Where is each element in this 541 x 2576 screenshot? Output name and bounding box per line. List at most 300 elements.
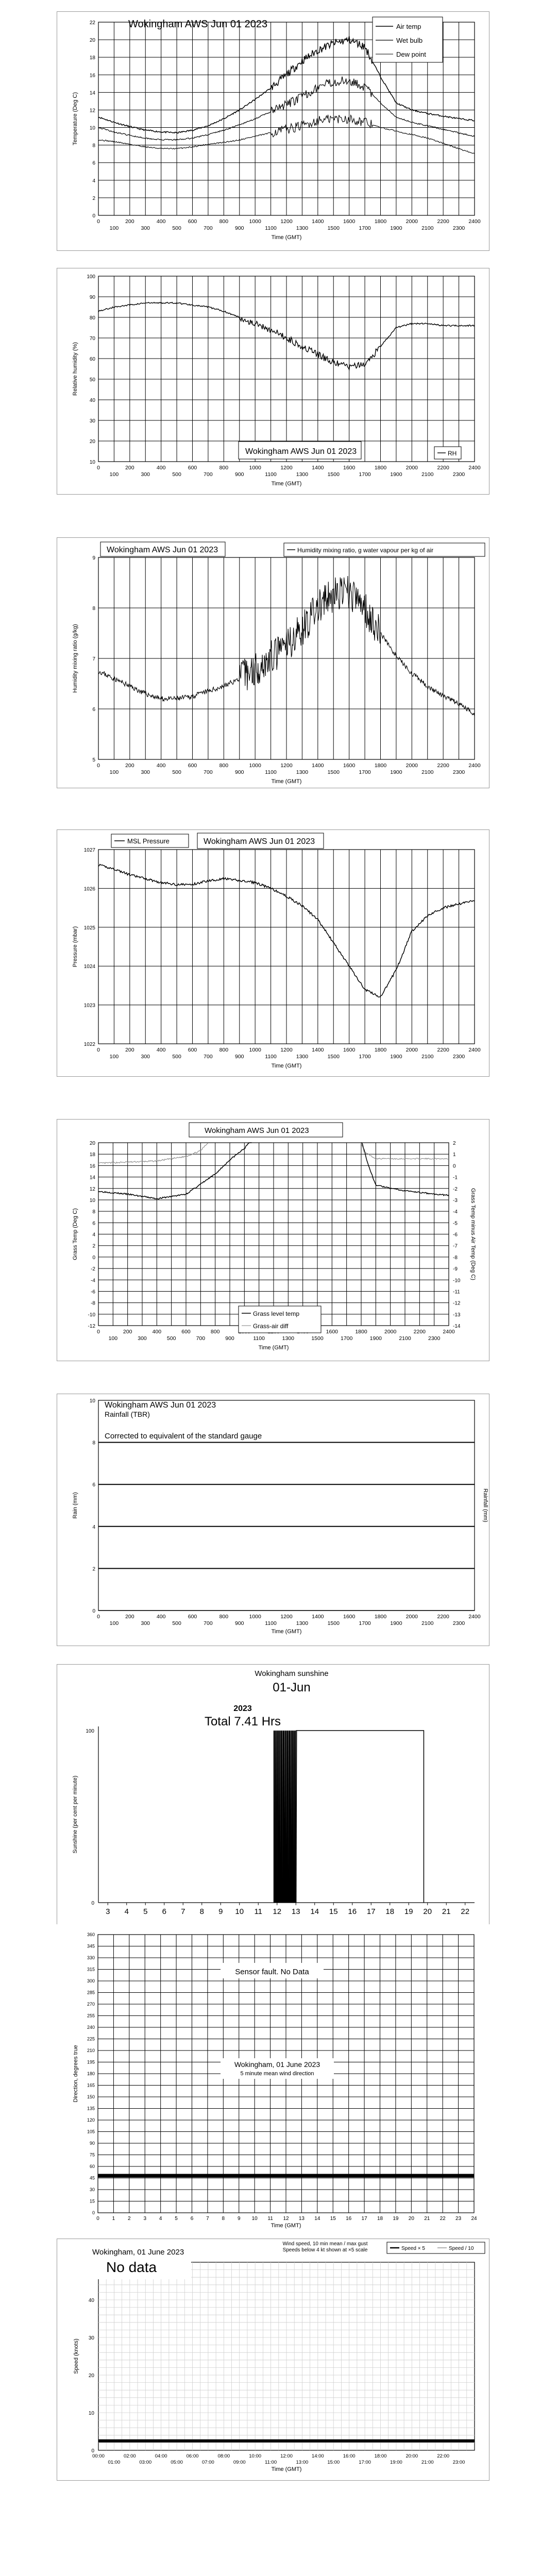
chart-rainfall-annotation: Corrected to equivalent of the standard gauge (105, 1432, 262, 1440)
y-axis-label: Pressure (mbar) (72, 926, 78, 968)
x-tick-label: 18 (377, 2216, 383, 2222)
x-tick-label: 1600 (343, 218, 356, 225)
x-tick-label: 1700 (340, 1335, 353, 1342)
y-tick-label: 40 (88, 2298, 94, 2303)
chart-wind-direction-annotation: Sensor fault. No Data (235, 1968, 309, 1976)
x-tick-label: 900 (234, 1620, 244, 1626)
y-right-tick-label: -5 (453, 1221, 458, 1227)
x-tick-label: 600 (188, 465, 197, 471)
x-tick-label: 400 (156, 1614, 166, 1620)
x-tick-label: 1500 (327, 471, 340, 478)
x-tick-label: 100 (109, 1054, 119, 1060)
x-tick-label: 6 (162, 1907, 166, 1916)
y-right-tick-label: -1 (453, 1175, 458, 1181)
x-tick-label: 200 (125, 1614, 134, 1620)
x-tick-label: 0 (97, 1614, 100, 1620)
x-tick-label: 1300 (296, 1054, 309, 1060)
y-tick-label: 20 (89, 38, 95, 44)
chart-wind-direction-svg (57, 1924, 488, 2232)
x-tick-label: 200 (125, 465, 134, 471)
x-tick-label: 2400 (468, 1614, 481, 1620)
x-tick-label: 03:00 (139, 2460, 152, 2465)
x-tick-label: 800 (219, 465, 229, 471)
y-tick-label: 20 (89, 439, 95, 445)
x-tick-label: 100 (109, 1620, 119, 1626)
y-axis-label: Direction, degrees true (73, 2045, 79, 2103)
y-tick-label: 14 (89, 90, 95, 96)
chart-sunshine-svg (57, 1665, 489, 1929)
y-tick-label: 10 (89, 125, 95, 131)
x-tick-label: 1200 (280, 1047, 293, 1053)
y-tick-label: 195 (87, 2059, 95, 2065)
y-tick-label: 20 (88, 2373, 94, 2379)
y-tick-label: 40 (89, 398, 95, 403)
chart-sunshine-total: Total 7.41 Hrs (204, 1715, 281, 1728)
y-tick-label: 10 (89, 1398, 95, 1404)
x-tick-label: 1300 (296, 225, 309, 231)
x-tick-label: 800 (210, 1329, 220, 1335)
y-tick-label: 22 (89, 20, 95, 26)
x-tick-label: 8 (222, 2216, 225, 2222)
x-axis-label: Time (GMT) (271, 1629, 302, 1635)
x-tick-label: 1900 (390, 1054, 402, 1060)
y-tick-label: 225 (87, 2036, 95, 2042)
y-tick-label: 5 (92, 757, 95, 763)
x-tick-label: 10:00 (249, 2453, 262, 2459)
x-tick-label: 20 (423, 1907, 432, 1916)
x-tick-label: 2100 (421, 1054, 434, 1060)
y-tick-label: 1024 (83, 964, 95, 970)
chart-wind-speed-note-2: Speeds below 4 kt shown at ×5 scale (282, 2247, 368, 2253)
y-tick-label: -10 (88, 1312, 95, 1318)
x-tick-label: 18:00 (374, 2453, 387, 2459)
legend-rh: RH (448, 450, 457, 457)
y-tick-label: 2 (92, 1566, 95, 1572)
x-tick-label: 19 (404, 1907, 413, 1916)
y-tick-label: 4 (92, 1232, 95, 1238)
x-tick-label: 1100 (265, 471, 277, 478)
x-tick-label: 05:00 (171, 2460, 183, 2465)
x-tick-label: 0 (97, 762, 100, 769)
x-tick-label: 19:00 (390, 2460, 402, 2465)
x-tick-label: 2200 (413, 1329, 426, 1335)
x-tick-label: 200 (123, 1329, 132, 1335)
y-tick-label: -6 (91, 1289, 95, 1295)
x-tick-label: 20:00 (405, 2453, 418, 2459)
x-tick-label: 200 (125, 762, 134, 769)
y-tick-label: 0 (92, 213, 95, 219)
x-tick-label: 06:00 (186, 2453, 199, 2459)
x-tick-label: 700 (204, 225, 213, 231)
x-tick-label: 24 (471, 2216, 477, 2222)
y-tick-label: 18 (89, 55, 95, 61)
x-tick-label: 2400 (468, 218, 481, 225)
x-tick-label: 8 (199, 1907, 204, 1916)
x-tick-label: 14:00 (311, 2453, 324, 2459)
x-tick-label: 11 (267, 2216, 273, 2222)
y-tick-label: 8 (92, 1440, 95, 1446)
y-tick-label: 20 (89, 1141, 95, 1146)
x-tick-label: 1400 (312, 465, 324, 471)
y-tick-label: 6 (92, 1221, 95, 1227)
y-axis-label: Temperature (Deg C) (72, 92, 78, 146)
x-tick-label: 200 (125, 218, 134, 225)
y-tick-label: 105 (87, 2129, 95, 2134)
y-tick-label: 285 (87, 1990, 95, 1995)
chart-wind-speed-annotation: No data (106, 2259, 157, 2275)
x-tick-label: 3 (106, 1907, 110, 1916)
x-tick-label: 1800 (374, 218, 387, 225)
x-tick-label: 21 (424, 2216, 430, 2222)
x-tick-label: 1900 (369, 1335, 382, 1342)
x-tick-label: 700 (204, 471, 213, 478)
y-tick-label: 300 (87, 1978, 95, 1984)
x-tick-label: 2100 (421, 471, 434, 478)
y-tick-label: 0 (91, 2448, 94, 2454)
x-tick-label: 0 (97, 218, 100, 225)
x-tick-label: 2300 (452, 769, 465, 775)
x-axis-label: Time (GMT) (271, 2466, 302, 2472)
x-tick-label: 2 (128, 2216, 131, 2222)
x-tick-label: 2200 (437, 762, 449, 769)
x-tick-label: 1600 (343, 1047, 356, 1053)
x-tick-label: 7 (181, 1907, 185, 1916)
x-tick-label: 2300 (452, 1054, 465, 1060)
y-tick-label: 270 (87, 2002, 95, 2007)
x-tick-label: 1600 (343, 465, 356, 471)
y-right-tick-label: -14 (453, 1324, 461, 1329)
x-tick-label: 12 (283, 2216, 289, 2222)
x-tick-label: 13 (291, 1907, 300, 1916)
x-tick-label: 400 (156, 465, 166, 471)
y-tick-label: 100 (86, 1728, 94, 1734)
y-tick-label: 150 (87, 2094, 95, 2099)
x-tick-label: 300 (141, 225, 150, 231)
x-tick-label: 1600 (343, 762, 356, 769)
x-tick-label: 500 (172, 225, 181, 231)
y-right-tick-label: -3 (453, 1197, 458, 1204)
x-tick-label: 16 (348, 1907, 357, 1916)
y-tick-label: 8 (92, 1209, 95, 1215)
y-axis-label: Rain (mm) (72, 1492, 78, 1519)
y-tick-label: 345 (87, 1943, 95, 1949)
x-tick-label: 0 (97, 1047, 100, 1053)
y-tick-label: -12 (88, 1324, 95, 1329)
x-tick-label: 2200 (437, 218, 449, 225)
x-tick-label: 100 (108, 1335, 118, 1342)
chart-grass-svg (57, 1120, 489, 1361)
x-tick-label: 13:00 (296, 2460, 309, 2465)
x-tick-label: 400 (156, 1047, 166, 1053)
x-tick-label: 23:00 (452, 2460, 465, 2465)
y-right-tick-label: -4 (453, 1209, 458, 1215)
x-tick-label: 800 (219, 1047, 229, 1053)
x-tick-label: 1100 (265, 225, 277, 231)
x-tick-label: 17 (366, 1907, 376, 1916)
x-tick-label: 500 (166, 1335, 176, 1342)
x-tick-label: 5 (143, 1907, 148, 1916)
x-tick-label: 01:00 (108, 2460, 121, 2465)
x-tick-label: 22 (439, 2216, 446, 2222)
x-tick-label: 600 (188, 1614, 197, 1620)
chart-wind-direction-subtitle: 5 minute mean wind direction (240, 2071, 314, 2077)
x-tick-label: 16:00 (343, 2453, 356, 2459)
x-tick-label: 1800 (374, 762, 387, 769)
y-axis-label: Sunshine (per cent per minute) (72, 1775, 78, 1854)
x-tick-label: 900 (225, 1335, 234, 1342)
y-tick-label: 135 (87, 2106, 95, 2111)
chart-rainfall-svg (57, 1394, 489, 1646)
x-tick-label: 0 (97, 465, 100, 471)
x-tick-label: 1100 (253, 1335, 265, 1342)
x-tick-label: 6 (190, 2216, 194, 2222)
y-tick-label: -4 (91, 1278, 95, 1284)
x-tick-label: 10 (235, 1907, 244, 1916)
x-tick-label: 2400 (443, 1329, 455, 1335)
x-tick-label: 15 (329, 1907, 338, 1916)
y-axis-label: Grass Temp (Deg C) (72, 1208, 78, 1260)
y-tick-label: 6 (92, 160, 95, 166)
legend-grass-temp: Grass level temp (253, 1310, 300, 1317)
x-tick-label: 10 (251, 2216, 258, 2222)
x-tick-label: 21:00 (421, 2460, 434, 2465)
chart-mixing-ratio-svg (57, 538, 489, 788)
x-tick-label: 02:00 (123, 2453, 136, 2459)
x-tick-label: 300 (141, 471, 150, 478)
x-tick-label: 22 (461, 1907, 470, 1916)
y-tick-label: 100 (87, 274, 95, 280)
y-tick-label: 16 (89, 1163, 95, 1170)
x-tick-label: 2100 (399, 1335, 411, 1342)
chart-wind-speed-note-1: Wind speed, 10 min mean / max gust (282, 2241, 368, 2247)
x-tick-label: 100 (109, 225, 119, 231)
x-tick-label: 11:00 (265, 2460, 277, 2465)
chart-mixing-ratio-title: Wokingham AWS Jun 01 2023 (107, 546, 218, 554)
x-tick-label: 1700 (359, 225, 371, 231)
x-axis-label: Time (GMT) (271, 481, 302, 487)
x-tick-label: 2000 (405, 762, 418, 769)
x-tick-label: 1900 (390, 225, 402, 231)
y-tick-label: 120 (87, 2117, 95, 2123)
x-tick-label: 1300 (296, 1620, 309, 1626)
y-tick-label: 45 (89, 2175, 95, 2181)
x-axis-label: Time (GMT) (270, 2223, 301, 2229)
x-tick-label: 100 (109, 471, 119, 478)
x-tick-label: 1800 (355, 1329, 367, 1335)
y-tick-label: 12 (89, 1186, 95, 1192)
y-tick-label: 70 (89, 336, 95, 342)
y-tick-label: 30 (89, 2187, 95, 2192)
legend-dew-point: Dew point (396, 50, 426, 58)
chart-rainfall-subtitle: Rainfall (TBR) (105, 1410, 150, 1418)
x-tick-label: 1300 (296, 471, 309, 478)
chart-pressure-title: Wokingham AWS Jun 01 2023 (204, 837, 315, 846)
y-tick-label: 30 (89, 418, 95, 424)
x-tick-label: 1700 (359, 1620, 371, 1626)
chart-temperature (57, 11, 489, 251)
y-tick-label: 15 (89, 2198, 95, 2204)
y-axis-label: Humidity mixing ratio (g/kg) (72, 624, 78, 693)
x-tick-label: 13 (298, 2216, 305, 2222)
x-tick-label: 500 (172, 471, 181, 478)
chart-humidity-title: Wokingham AWS Jun 01 2023 (245, 447, 357, 456)
chart-wind-direction (57, 1924, 489, 2233)
x-tick-label: 23 (455, 2216, 462, 2222)
y-tick-label: 4 (92, 178, 95, 184)
x-tick-label: 2000 (405, 218, 418, 225)
x-tick-label: 9 (218, 1907, 223, 1916)
chart-grass (57, 1119, 489, 1361)
x-tick-label: 800 (219, 762, 229, 769)
y-tick-label: 1023 (83, 1003, 95, 1009)
y-tick-label: 6 (92, 707, 95, 713)
x-tick-label: 300 (141, 1054, 150, 1060)
x-tick-label: 800 (219, 218, 229, 225)
x-tick-label: 1700 (359, 1054, 371, 1060)
x-tick-label: 9 (237, 2216, 241, 2222)
y-tick-label: 0 (92, 1255, 95, 1261)
x-tick-label: 14 (314, 2216, 320, 2222)
y-tick-label: 0 (92, 1608, 95, 1614)
y-tick-label: 2 (92, 1243, 95, 1249)
chart-temperature-svg (57, 12, 489, 250)
chart-grass-title: Wokingham AWS Jun 01 2023 (205, 1126, 309, 1135)
x-tick-label: 1200 (280, 465, 293, 471)
x-tick-label: 12:00 (280, 2453, 293, 2459)
sunshine-full-period (296, 1731, 424, 1903)
x-tick-label: 2400 (468, 1047, 481, 1053)
x-tick-label: 1600 (326, 1329, 339, 1335)
x-tick-label: 1500 (311, 1335, 324, 1342)
y-right-tick-label: 2 (453, 1141, 456, 1146)
y-tick-label: 9 (92, 555, 95, 561)
x-tick-label: 1400 (312, 1614, 324, 1620)
chart-humidity-svg (57, 268, 489, 494)
x-tick-label: 2000 (405, 1614, 418, 1620)
x-tick-label: 200 (125, 1047, 134, 1053)
x-tick-label: 0 (96, 2216, 99, 2222)
x-tick-label: 1800 (374, 1614, 387, 1620)
y-tick-label: 60 (89, 2164, 95, 2169)
x-tick-label: 4 (124, 1907, 129, 1916)
x-tick-label: 2000 (405, 1047, 418, 1053)
y-axis-label: Relative humidity (%) (72, 342, 78, 396)
y-tick-label: 6 (92, 1482, 95, 1488)
x-tick-label: 500 (172, 1620, 181, 1626)
legend-speed-x5: Speed × 5 (401, 2246, 425, 2251)
x-tick-label: 4 (159, 2216, 162, 2222)
x-tick-label: 2000 (384, 1329, 397, 1335)
y-right-axis-label: Grass Temp minus Air Temp (Deg C) (470, 1188, 476, 1280)
x-tick-label: 1100 (265, 1620, 277, 1626)
x-tick-label: 2100 (421, 225, 434, 231)
y-tick-label: 0 (92, 2210, 95, 2215)
x-tick-label: 04:00 (155, 2453, 167, 2459)
x-tick-label: 400 (156, 762, 166, 769)
x-tick-label: 300 (138, 1335, 147, 1342)
x-tick-label: 600 (188, 1047, 197, 1053)
chart-rainfall (57, 1394, 489, 1646)
x-tick-label: 2200 (437, 1614, 449, 1620)
x-tick-label: 1700 (359, 471, 371, 478)
x-tick-label: 15 (330, 2216, 336, 2222)
chart-mixing-ratio (57, 537, 489, 788)
legend-wet-bulb: Wet bulb (396, 37, 423, 44)
x-tick-label: 1300 (296, 769, 309, 775)
y-right-tick-label: -9 (453, 1266, 458, 1273)
legend-speed-div10: Speed / 10 (449, 2246, 474, 2251)
chart-wind-speed-title: Wokingham, 01 June 2023 (92, 2248, 184, 2257)
x-tick-label: 1100 (265, 769, 277, 775)
x-tick-label: 2100 (421, 1620, 434, 1626)
chart-wind-speed-svg (57, 2239, 489, 2480)
y-tick-label: 18 (89, 1152, 95, 1158)
y-tick-label: 255 (87, 2013, 95, 2019)
y-tick-label: 180 (87, 2071, 95, 2076)
x-tick-label: 700 (204, 1054, 213, 1060)
y-tick-label: 1026 (83, 886, 95, 892)
y-tick-label: 30 (88, 2335, 94, 2341)
y-right-tick-label: -2 (453, 1186, 458, 1192)
x-tick-label: 700 (196, 1335, 206, 1342)
x-tick-label: 19 (393, 2216, 399, 2222)
chart-rainfall-title: Wokingham AWS Jun 01 2023 (105, 1401, 216, 1410)
x-tick-label: 1200 (280, 762, 293, 769)
y-tick-label: 10 (89, 460, 95, 465)
x-tick-label: 17 (361, 2216, 367, 2222)
legend-mixing-ratio: Humidity mixing ratio, g water vapour per kg of air (297, 547, 434, 554)
y-right-tick-label: -12 (453, 1300, 461, 1307)
x-tick-label: 2400 (468, 465, 481, 471)
y-right-tick-label: 0 (453, 1163, 456, 1170)
x-tick-label: 300 (141, 1620, 150, 1626)
chart-sunshine-title: Wokingham sunshine (255, 1669, 329, 1678)
y-tick-label: 4 (92, 1524, 95, 1530)
x-tick-label: 08:00 (217, 2453, 230, 2459)
x-tick-label: 1500 (327, 225, 340, 231)
y-tick-label: 0 (91, 1901, 94, 1906)
y-tick-label: 1022 (83, 1042, 95, 1047)
x-tick-label: 1000 (249, 218, 261, 225)
x-tick-label: 700 (204, 769, 213, 775)
x-tick-label: 1300 (282, 1335, 295, 1342)
y-tick-label: 10 (89, 1197, 95, 1204)
x-tick-label: 2100 (421, 769, 434, 775)
x-tick-label: 1200 (280, 218, 293, 225)
x-tick-label: 1100 (265, 1054, 277, 1060)
chart-wind-direction-title: Wokingham, 01 June 2023 (234, 2060, 320, 2069)
y-tick-label: 16 (89, 73, 95, 79)
chart-pressure (57, 829, 489, 1077)
y-tick-label: 360 (87, 1932, 95, 1937)
legend-msl: MSL Pressure (127, 837, 170, 845)
legend-grass-diff: Grass-air diff (253, 1323, 289, 1330)
y-tick-label: 1025 (83, 925, 95, 931)
x-tick-label: 18 (385, 1907, 395, 1916)
x-tick-label: 0 (97, 1329, 100, 1335)
y-right-tick-label: -13 (453, 1312, 461, 1318)
x-tick-label: 2300 (452, 225, 465, 231)
y-tick-label: 90 (89, 295, 95, 300)
legend-air-temp: Air temp (396, 23, 421, 30)
y-tick-label: 165 (87, 2082, 95, 2088)
y-right-tick-label: -6 (453, 1232, 458, 1238)
x-tick-label: 15:00 (327, 2460, 340, 2465)
x-tick-label: 600 (188, 218, 197, 225)
x-tick-label: 2200 (437, 1047, 449, 1053)
y-tick-label: 2 (92, 195, 95, 201)
x-tick-label: 00:00 (92, 2453, 105, 2459)
